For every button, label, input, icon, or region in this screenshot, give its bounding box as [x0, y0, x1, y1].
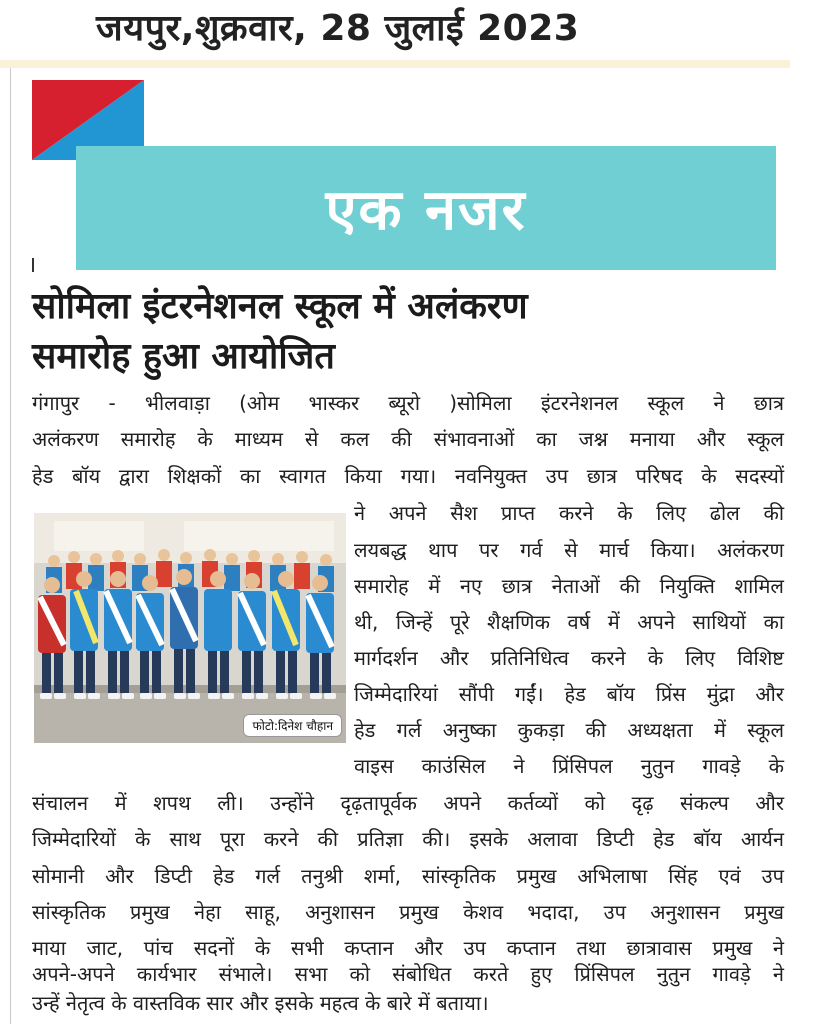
article-line: जिम्मेदारियों के साथ पूरा करने की प्रतिज्ञा की। इसके अलावा डिप्टी हेड बॉय आर्यन [32, 827, 784, 851]
article-line: जिम्मेदारियां सौंपी गईं। हेड बॉय प्रिंस मुंद्रा और [354, 682, 784, 706]
article-line: अलंकरण समारोह के माध्यम से कल की संभावनाओं का जश्न मनाया और स्कूल [32, 427, 784, 451]
article-headline [32, 282, 792, 382]
group-photo-illustration [34, 513, 346, 743]
article-line: माया जाट, पांच सदनों के सभी कप्तान और उप कप्तान तथा छात्रावास प्रमुख ने [32, 936, 784, 960]
article-line: हेड बॉय द्वारा शिक्षकों का स्वागत किया गया। नवनियुक्त उप छात्र परिषद के सदस्यों [32, 464, 784, 488]
article-line: समारोह में नए छात्र नेताओं की नियुक्ति शामिल [354, 574, 784, 598]
column-tick [32, 258, 34, 272]
headline-line: समारोह हुआ आयोजित [32, 336, 335, 377]
article-line: सांस्कृतिक प्रमुख नेहा साहू, अनुशासन प्रमुख केशव भदादा, उप अनुशासन प्रमुख [32, 900, 784, 924]
section-banner [76, 146, 776, 270]
photo-credit: फोटो:दिनेश चौहान [243, 714, 342, 737]
section-banner-title: एक नजर [325, 178, 527, 243]
article-line: हेड गर्ल अनुष्का कुकड़ा की अध्यक्षता में स्कूल [354, 718, 784, 742]
article-line: ने अपने सैश प्राप्त करने के लिए ढोल की [354, 501, 784, 525]
article-line: लयबद्ध थाप पर गर्व से मार्च किया। अलंकरण [354, 538, 784, 562]
column-rule [10, 68, 11, 1024]
article-line: अपने-अपने कार्यभार संभाले। सभा को संबोधित करते हुए प्रिंसिपल नुतुन गावड़े ने [32, 962, 784, 986]
dateline: जयपुर,शुक्रवार, 28 जुलाई 2023 [96, 8, 580, 49]
article-line: थी, जिन्हें पूरे शैक्षणिक वर्ष में अपने साथियों का [354, 610, 784, 634]
header-rule [0, 60, 790, 68]
article-line: गंगापुर - भीलवाड़ा (ओम भास्कर ब्यूरो )सोमिला इंटरनेशनल स्कूल ने छात्र [32, 391, 784, 415]
article-line: संचालन में शपथ ली। उन्होंने दृढ़तापूर्वक अपने कर्तव्यों को दृढ़ संकल्प और [32, 791, 784, 815]
article-line: उन्हें नेतृत्व के वास्तविक सार और इसके महत्व के बारे में बताया। [32, 991, 489, 1015]
article-line: सोमानी और डिप्टी हेड गर्ल तनुश्री शर्मा, सांस्कृतिक प्रमुख अभिलाषा सिंह एवं उप [32, 864, 784, 888]
article-line: मार्गदर्शन और प्रतिनिधित्व करने के लिए विशिष्ट [354, 646, 784, 670]
headline-line: सोमिला इंटरनेशनल स्कूल में अलंकरण [32, 286, 528, 327]
article-line: वाइस काउंसिल ने प्रिंसिपल नुतुन गावड़े के [354, 754, 784, 778]
article-photo [34, 513, 346, 743]
